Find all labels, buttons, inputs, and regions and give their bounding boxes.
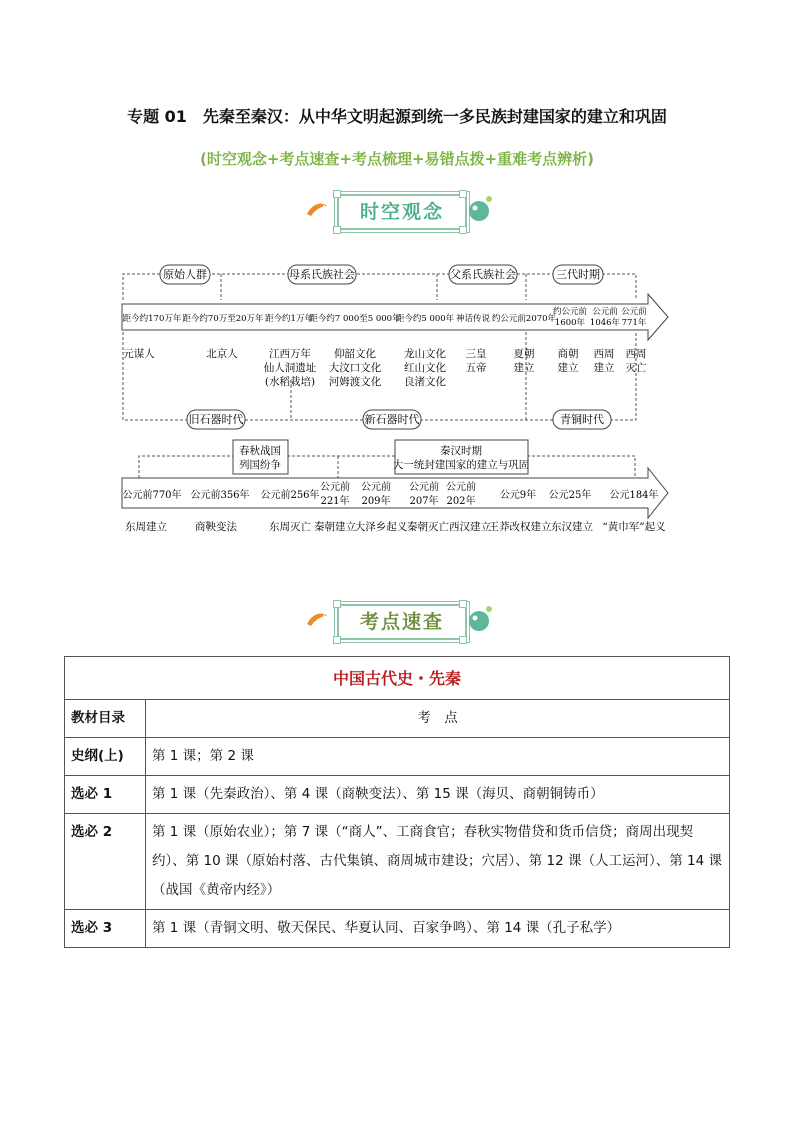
table-row — [65, 910, 730, 948]
event-label: 夏朝 — [513, 348, 535, 360]
date-label: 207年 — [409, 496, 439, 507]
date-label: 神话传说 — [455, 314, 491, 324]
section-banner-quick — [303, 600, 493, 644]
points-cell: 第 1 课（原始农业）；第 7 课（“商人”、工商食官；春秋实物借贷和货币信贷；商周出现契约）、第 10 课（原始村落、古代集镇、商周城市建设；穴居）、第 12 课（人工运河）、第 14 课（战国《黄帝内经》） — [146, 814, 730, 910]
timeline-shape — [139, 456, 635, 478]
event-label: 灭亡 — [625, 362, 647, 374]
event-label: 东汉建立 — [551, 521, 593, 533]
period-label: 父系氏族社会 — [450, 268, 516, 281]
date-label: 公元9年 — [499, 490, 537, 501]
period-label: 青铜时代 — [560, 413, 604, 426]
event-label: 王莽改权建立 — [488, 521, 552, 533]
event-label: 五帝 — [465, 362, 487, 374]
period-label: 三代时期 — [556, 268, 600, 281]
date-label: 1046年 — [589, 318, 621, 328]
book-cell: 选必 1 — [65, 776, 146, 814]
event-label: 仰韶文化 — [334, 348, 376, 360]
date-label: 771年 — [621, 318, 647, 328]
frame-corner — [333, 636, 341, 644]
points-cell: 第 1 课；第 2 课 — [146, 738, 730, 776]
banner-label: 时空观念 — [337, 194, 467, 230]
date-label: 距今约170万年 — [122, 314, 182, 324]
event-label: 建立 — [557, 362, 579, 374]
event-label: 秦朝建立 — [314, 521, 356, 533]
frame-corner — [459, 636, 467, 644]
date-label: 公元前 — [446, 482, 476, 493]
date-label: 209年 — [361, 496, 391, 507]
event-label: 商鞅变法 — [195, 521, 237, 533]
key-points-table — [64, 656, 730, 948]
date-label: 公元184年 — [609, 490, 659, 501]
event-label: 龙山文化 — [404, 348, 446, 360]
column-header: 教材目录 — [65, 700, 146, 738]
period-label: 秦汉时期 — [440, 445, 482, 457]
timeline-chart — [0, 0, 794, 560]
event-label: 元谋人 — [123, 348, 155, 360]
date-label: 公元前256年 — [260, 490, 320, 501]
event-label: 大汶口文化 — [328, 362, 382, 374]
period-label: 春秋战国 — [239, 445, 281, 457]
event-label: 仙人洞遗址 — [263, 362, 317, 374]
date-label: 约公元前2070年 — [491, 314, 557, 324]
event-label: 西周 — [593, 348, 615, 360]
date-label: 公元前 — [409, 482, 439, 493]
event-label: 商朝 — [557, 348, 579, 360]
book-cell: 选必 2 — [65, 814, 146, 910]
event-label: 江西万年 — [269, 348, 311, 360]
period-label: 旧石器时代 — [188, 413, 244, 426]
event-label: 建立 — [593, 362, 615, 374]
frame-corner — [333, 600, 341, 608]
page-title: 专题 01 先秦至秦汉：从中华文明起源到统一多民族封建国家的建立和巩固 — [127, 107, 667, 126]
event-label: 秦朝灭亡 — [407, 521, 449, 533]
event-label: 良渚文化 — [404, 376, 446, 388]
date-label: 202年 — [446, 496, 476, 507]
bubble-dots-icon — [465, 604, 495, 634]
date-label: 公元前 — [320, 482, 350, 493]
date-label: 公元25年 — [548, 490, 592, 501]
period-label: 大一统封建国家的建立与巩固 — [392, 459, 530, 471]
event-label: 东周建立 — [125, 521, 167, 533]
event-label: 东周灭亡 — [269, 521, 311, 533]
period-label: 母系氏族社会 — [289, 268, 355, 281]
period-label: 新石器时代 — [364, 413, 420, 426]
table-row — [65, 776, 730, 814]
table-heading: 中国古代史・先秦 — [65, 657, 730, 700]
book-cell: 选必 3 — [65, 910, 146, 948]
period-label: 列国纷争 — [239, 459, 281, 471]
date-label: 公元前 — [361, 482, 391, 493]
points-cell: 第 1 课（先秦政治）、第 4 课（商鞅变法）、第 15 课（海贝、商朝铜铸币） — [146, 776, 730, 814]
date-label: 公元前 — [592, 307, 618, 317]
date-label: 公元前770年 — [122, 490, 182, 501]
date-label: 距今约70万至20万年 — [182, 314, 264, 324]
date-label: 距今约5 000年 — [395, 314, 455, 324]
book-cell: 史纲(上) — [65, 738, 146, 776]
event-label: 北京人 — [206, 348, 238, 360]
points-cell: 第 1 课（青铜文明、敬天保民、华夏认同、百家争鸣）、第 14 课（孔子私学） — [146, 910, 730, 948]
table-row — [65, 814, 730, 910]
koi-fish-icon — [305, 610, 329, 628]
date-label: 公元前356年 — [190, 490, 250, 501]
event-label: 红山文化 — [404, 362, 446, 374]
date-label: 距今约7 000至5 000年 — [309, 314, 401, 324]
event-label: 三皇 — [465, 348, 487, 360]
period-label: 原始人群 — [163, 268, 207, 281]
event-label: 大泽乡起义 — [354, 521, 408, 533]
event-label: 河姆渡文化 — [328, 376, 382, 388]
event-label: 西周 — [625, 348, 647, 360]
event-label: 建立 — [513, 362, 535, 374]
table-row — [65, 738, 730, 776]
event-label: 西汉建立 — [449, 521, 491, 533]
event-label: (水稻栽培) — [264, 376, 316, 388]
page-subtitle: (时空观念+考点速查+考点梳理+易错点拨+重难考点辨析) — [200, 150, 594, 168]
date-label: 公元前 — [621, 307, 647, 317]
column-header: 考 点 — [146, 700, 730, 738]
banner-label: 考点速查 — [337, 604, 467, 640]
date-label: 221年 — [320, 496, 350, 507]
date-label: 约公元前 — [552, 307, 588, 317]
date-label: 距今约1万年 — [265, 314, 313, 324]
event-label: “黄巾军”起义 — [602, 521, 666, 533]
date-label: 1600年 — [554, 318, 586, 328]
